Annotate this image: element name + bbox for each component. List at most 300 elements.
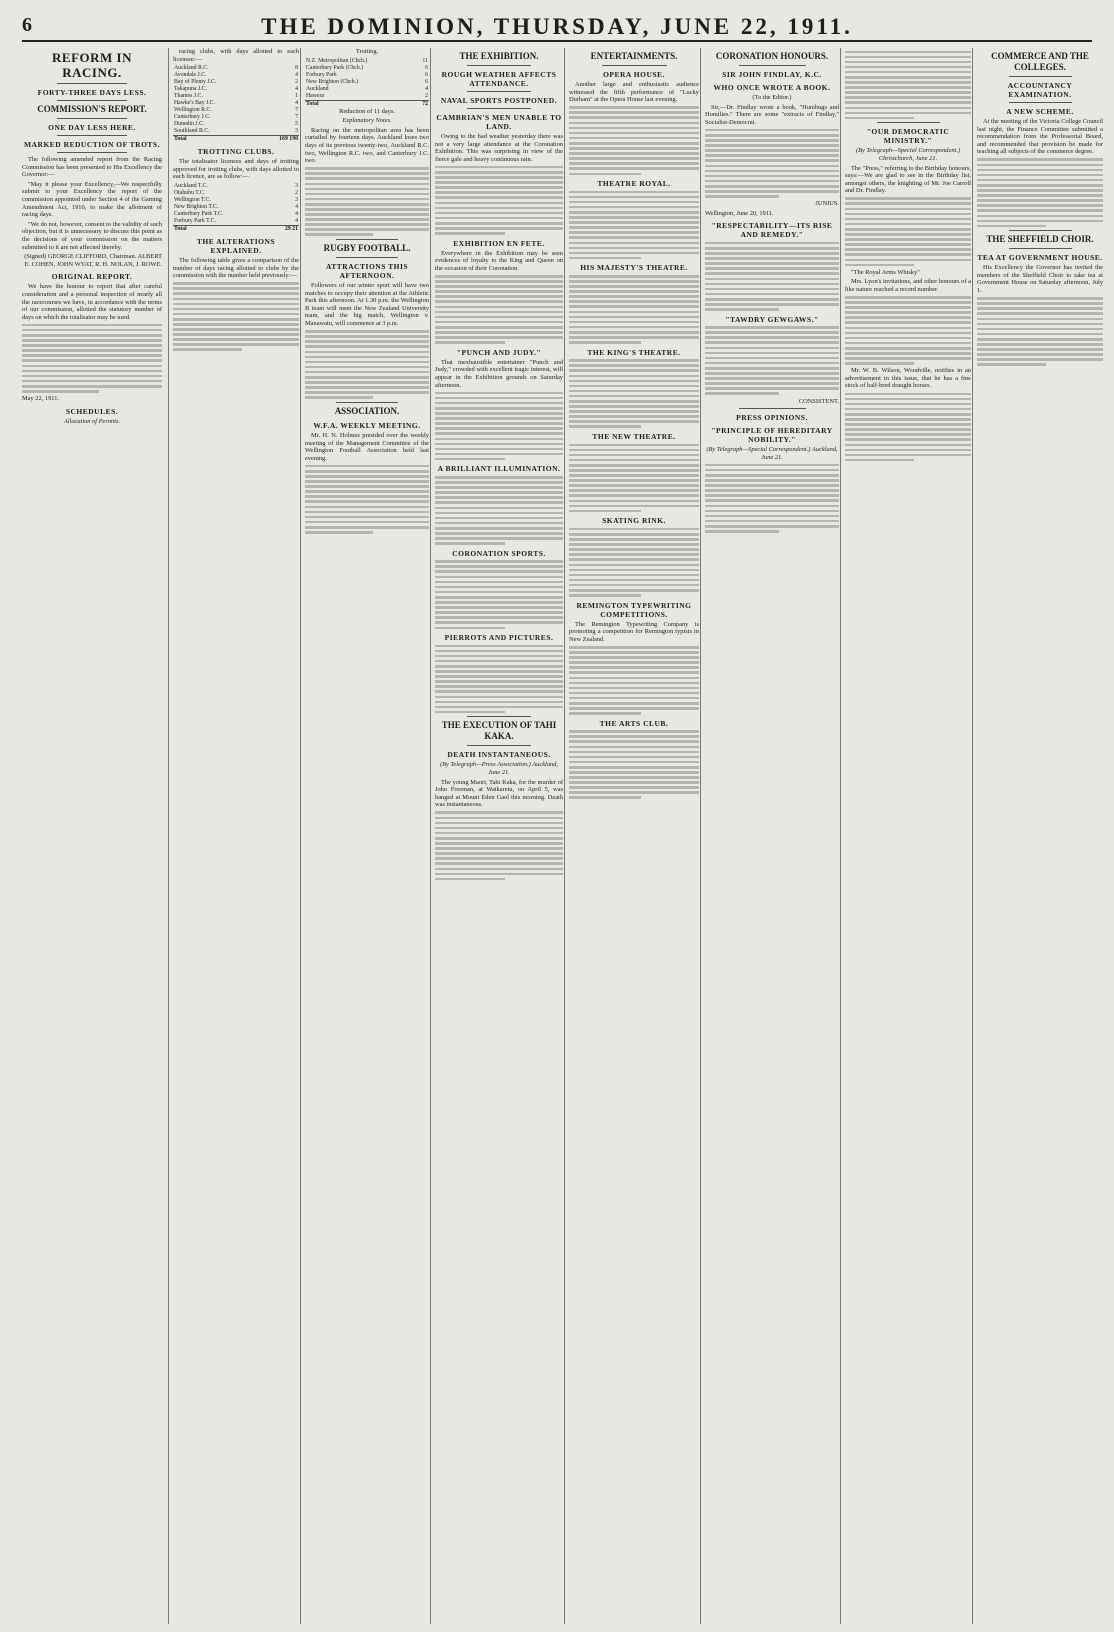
text-line <box>845 101 971 104</box>
text-line <box>977 297 1103 300</box>
text-line <box>305 516 429 519</box>
text-line <box>569 231 699 234</box>
text-line <box>569 646 699 649</box>
text-line <box>845 233 971 236</box>
text-line <box>977 179 1103 182</box>
text-line <box>305 208 429 211</box>
text-line <box>845 459 914 462</box>
paragraph: Another large and enthusiastic audience witnessed the fifth performance of "Lucky Durham" at the Opera House last evening. <box>569 81 699 104</box>
text-line <box>435 207 563 210</box>
subhead-explanatory: Explanatory Notes. <box>342 117 392 125</box>
text-line <box>845 56 971 59</box>
text-line <box>845 403 971 406</box>
text-line <box>977 318 1103 321</box>
club-name: Forbury Park <box>306 71 337 78</box>
text-line <box>845 197 971 200</box>
subhead-theatre-royal: THEATRE ROYAL. <box>597 179 671 189</box>
table-row <box>305 72 429 79</box>
headline-commerce-colleges: COMMERCE AND THE COLLEGES. <box>991 51 1089 72</box>
text-line <box>845 91 971 94</box>
text-line <box>977 169 1103 172</box>
column-filler <box>435 560 563 629</box>
text-line <box>173 323 299 326</box>
text-line <box>305 511 429 514</box>
text-line <box>705 392 779 395</box>
paragraph: Mrs. Lyon's invitations, and other honours of a like nature reached a record number. <box>845 278 971 293</box>
headline-rugby-football: RUGBY FOOTBALL. <box>323 243 411 254</box>
text-line <box>705 134 839 137</box>
text-line <box>569 295 699 298</box>
deck-attractions: ATTRACTIONS THIS AFTERNOON. <box>325 262 409 281</box>
table-row <box>173 107 299 114</box>
subhead-arts-club: THE ARTS CLUB. <box>599 718 669 728</box>
paragraph: The Remington Typewriting Company is promoting a competition for Remington typists in New Zealand. <box>569 620 699 643</box>
paragraph: Everywhere in the Exhibition may be seen evidences of loyalty to the King and Queen on the occasion of their Coronation. <box>435 249 563 272</box>
text-line <box>977 174 1103 177</box>
text-line <box>305 361 429 364</box>
text-line <box>569 500 699 503</box>
text-line <box>569 311 699 314</box>
column-trotting-rugby <box>300 48 429 1624</box>
text-line <box>569 584 699 587</box>
text-line <box>569 730 699 733</box>
text-line <box>977 358 1103 361</box>
text-line <box>569 385 699 388</box>
text-line <box>435 873 563 876</box>
text-line <box>845 433 971 436</box>
column-filler <box>435 645 563 714</box>
text-line <box>705 190 839 193</box>
text-line <box>22 324 162 327</box>
page-number: 6 <box>22 14 32 36</box>
text-line <box>305 167 429 170</box>
text-line <box>22 385 162 388</box>
text-line <box>705 293 839 296</box>
text-line <box>977 194 1103 197</box>
subhead-illumination: A BRILLIANT ILLUMINATION. <box>437 464 561 474</box>
text-line <box>435 852 563 855</box>
club-days: 11 <box>422 57 428 64</box>
text-line <box>435 491 563 494</box>
text-line <box>705 288 839 291</box>
club-days: 4 <box>295 210 298 217</box>
text-line <box>705 326 839 329</box>
text-line <box>569 247 699 250</box>
column-filler <box>977 158 1103 227</box>
paragraph: Sir,—Dr. Findlay wrote a book, "Humbugs and Homilies." There are some "extracts of Findlay," Socialist-Democrat. <box>705 103 839 126</box>
club-name: Dunedin J.C. <box>174 121 205 128</box>
text-line <box>569 326 699 329</box>
text-line <box>705 283 839 286</box>
text-line <box>569 116 699 119</box>
column-filler <box>977 297 1103 366</box>
deck-new-scheme: A NEW SCHEME. <box>1006 107 1074 116</box>
table-row <box>173 114 299 121</box>
text-line <box>569 206 699 209</box>
text-line <box>977 204 1103 207</box>
text-line <box>435 832 563 835</box>
text-line <box>305 371 429 374</box>
subhead-remington: REMINGTON TYPEWRITING COMPETITIONS. <box>576 600 692 619</box>
text-line <box>305 223 429 226</box>
column-filler <box>435 275 563 344</box>
column-filler <box>569 106 699 175</box>
text-line <box>845 393 971 396</box>
text-line <box>705 499 839 502</box>
text-line <box>569 707 699 710</box>
text-line <box>305 381 429 384</box>
text-line <box>305 495 429 498</box>
column-filler <box>845 197 971 266</box>
paragraph: "May it please your Excellency,—We respectfully submit to your Excellency the report of the commission appointed under Section 4 of the Gaming Amendment Act, 1910, to make the allotment of racing days. <box>22 180 162 219</box>
text-line <box>305 203 429 206</box>
text-line <box>435 407 563 410</box>
text-line <box>569 167 699 170</box>
text-line <box>435 176 563 179</box>
text-line <box>569 405 699 408</box>
text-line <box>22 380 162 383</box>
text-line <box>435 842 563 845</box>
text-line <box>977 199 1103 202</box>
trotting-days-table <box>305 58 429 100</box>
text-line <box>845 327 971 330</box>
text-line <box>845 81 971 84</box>
text-line <box>845 51 971 54</box>
club-days: 4 <box>425 85 428 92</box>
text-line <box>569 106 699 109</box>
table-row <box>305 65 429 72</box>
text-line <box>569 300 699 303</box>
subhead-skating-rink: SKATING RINK. <box>602 516 666 526</box>
text-line <box>435 650 563 653</box>
club-name: Wellington T.C. <box>174 196 211 203</box>
text-line <box>435 166 563 169</box>
text-line <box>435 186 563 189</box>
text-line <box>569 162 699 165</box>
text-line <box>435 601 563 604</box>
text-line <box>569 651 699 654</box>
text-line <box>22 354 162 357</box>
text-line <box>305 340 429 343</box>
text-line <box>569 510 641 513</box>
text-line <box>845 228 971 231</box>
text-line <box>569 305 699 308</box>
club-name: Otahuhu T.C. <box>174 189 206 196</box>
deck-cambrian: CAMBRIAN'S MEN UNABLE TO LAND. <box>436 113 562 131</box>
text-line <box>435 847 563 850</box>
text-line <box>569 579 699 582</box>
newspaper-title: THE DOMINION, THURSDAY, JUNE 22, 1911. <box>261 14 853 39</box>
headline-execution: THE EXECUTION OF TAHI KAKA. <box>441 720 557 742</box>
text-line <box>435 817 563 820</box>
text-line <box>705 154 839 157</box>
text-line <box>435 576 563 579</box>
paragraph: That inexhaustible entertainer "Punch and Judy," crowded with excellent tragic interest, will appear in the Exhibition grounds on Saturday afternoon. <box>435 358 563 389</box>
column-filler <box>22 324 162 393</box>
text-line <box>569 558 699 561</box>
text-line <box>435 290 563 293</box>
text-line <box>569 290 699 293</box>
text-line <box>435 311 563 314</box>
text-line <box>305 172 429 175</box>
text-line <box>435 300 563 303</box>
text-line <box>705 308 779 311</box>
text-line <box>435 878 505 881</box>
text-line <box>435 331 563 334</box>
text-line <box>845 76 971 79</box>
text-line <box>305 218 429 221</box>
text-line <box>845 337 971 340</box>
text-line <box>845 243 971 246</box>
text-line <box>435 581 563 584</box>
total-label: Total <box>173 136 278 144</box>
text-line <box>845 408 971 411</box>
text-line <box>305 521 429 524</box>
headline-coronation-honours: CORONATION HONOURS. <box>715 51 829 61</box>
text-line <box>435 685 563 688</box>
text-line <box>705 372 839 375</box>
paragraph: The totalisator licences and days of trotting approved for trotting clubs, with days allotted to each licence, are as follow:— <box>173 158 299 181</box>
text-line <box>305 233 373 236</box>
text-line <box>22 375 162 378</box>
club-days: 3 <box>295 196 298 203</box>
trotting-clubs-table <box>173 183 299 225</box>
column-filler <box>569 191 699 260</box>
text-line <box>569 796 641 799</box>
text-line <box>845 259 971 262</box>
text-line <box>435 611 563 614</box>
text-line <box>569 735 699 738</box>
text-line <box>173 343 299 346</box>
text-line <box>569 390 699 393</box>
text-line <box>435 690 563 693</box>
club-days: 4 <box>295 86 298 93</box>
text-line <box>435 868 563 871</box>
deck-reduction-of-trots: MARKED REDUCTION OF TROTS. <box>24 140 160 149</box>
text-line <box>977 158 1103 161</box>
text-line <box>435 606 563 609</box>
text-line <box>305 526 429 529</box>
text-line <box>977 312 1103 315</box>
text-line <box>435 171 563 174</box>
text-line <box>705 195 779 198</box>
text-line <box>435 522 563 525</box>
text-line <box>569 682 699 685</box>
club-name: Hawera <box>306 92 325 99</box>
text-line <box>435 486 563 489</box>
text-line <box>305 465 429 468</box>
club-days: 5 <box>295 121 298 128</box>
reduction-note: Reduction of 11 days. <box>339 107 395 115</box>
club-days: 8 <box>295 65 298 72</box>
club-name: Auckland T.C. <box>174 182 208 189</box>
text-line <box>977 348 1103 351</box>
column-filler <box>435 392 563 461</box>
subhead-press-opinions: PRESS OPINIONS. <box>736 413 808 423</box>
table-row <box>305 58 429 65</box>
paragraph: Racing on the metropolitan area has been curtailed by fourteen days. Auckland loses two days of its previous twenty-two, Auckland R.C. two, Wellington R.C. two, and Canterbury J.C. two. <box>305 126 429 165</box>
text-line <box>569 216 699 219</box>
text-line <box>705 515 839 518</box>
advert-royal-arms: "The Royal Arms Whisky" <box>851 268 920 276</box>
text-line <box>435 616 563 619</box>
dateline: May 22, 1911. <box>22 395 60 403</box>
text-line <box>705 505 839 508</box>
club-name: Wellington R.C. <box>174 107 212 114</box>
text-line <box>569 771 699 774</box>
text-line <box>435 627 505 630</box>
table-row <box>173 121 299 128</box>
club-days: 4 <box>295 100 298 107</box>
text-line <box>22 370 162 373</box>
text-line <box>22 334 162 337</box>
text-line <box>569 252 699 255</box>
text-line <box>569 528 699 531</box>
deck-government-house: TEA AT GOVERNMENT HOUSE. <box>977 253 1103 263</box>
club-name: Southland R.C. <box>174 128 210 135</box>
text-line <box>705 387 839 390</box>
text-line <box>845 316 971 319</box>
headline-association: ASSOCIATION. <box>334 405 400 416</box>
text-line <box>569 191 699 194</box>
text-line <box>569 677 699 680</box>
text-line <box>435 586 563 589</box>
text-line <box>977 353 1103 356</box>
headline-sheffield-choir: THE SHEFFIELD CHOIR. <box>986 234 1094 245</box>
text-line <box>705 170 839 173</box>
text-line <box>305 188 429 191</box>
column-exhibition <box>430 48 563 1624</box>
deck-death: DEATH INSTANTANEOUS. <box>447 750 551 760</box>
text-line <box>435 645 563 648</box>
club-name: N.Z. Metropolitan (Chch.) <box>306 57 368 64</box>
text-line <box>435 501 563 504</box>
text-line <box>705 479 839 482</box>
text-line <box>435 402 563 405</box>
text-line <box>305 330 429 333</box>
text-line <box>435 701 563 704</box>
text-line <box>977 307 1103 310</box>
text-line <box>569 410 699 413</box>
text-line <box>845 264 914 267</box>
text-line <box>845 223 971 226</box>
total-label: Total <box>305 100 415 108</box>
text-line <box>569 553 699 556</box>
text-line <box>845 362 914 365</box>
text-line <box>569 666 699 669</box>
text-line <box>569 280 699 283</box>
subhead-punch-judy: "PUNCH AND JUDY." <box>456 347 542 357</box>
text-line <box>569 479 699 482</box>
text-line <box>705 257 839 260</box>
text-line <box>977 189 1103 192</box>
text-line <box>569 459 699 462</box>
text-line <box>705 510 839 513</box>
text-line <box>569 420 699 423</box>
text-line <box>845 398 971 401</box>
text-line <box>569 157 699 160</box>
subhead-original-report: ORIGINAL REPORT. <box>51 272 133 282</box>
text-line <box>435 443 563 446</box>
text-line <box>705 247 839 250</box>
text-line <box>569 111 699 114</box>
text-line <box>305 500 429 503</box>
club-name: Bay of Plenty J.C. <box>174 79 217 86</box>
dateline: Wellington, June 20, 1911. <box>705 209 774 217</box>
text-line <box>705 347 839 350</box>
text-line <box>569 400 699 403</box>
text-line <box>845 86 971 89</box>
text-line <box>845 357 971 360</box>
byline: (By Telegraph—Special Correspondent.) Christchurch, June 21. <box>855 147 961 162</box>
text-line <box>569 786 699 789</box>
text-line <box>845 454 971 457</box>
text-line <box>173 318 299 321</box>
text-line <box>435 517 563 520</box>
club-name: Auckland <box>306 85 329 92</box>
text-line <box>569 226 699 229</box>
signoff: CONSISTENT. <box>798 397 839 405</box>
text-line <box>569 474 699 477</box>
text-line <box>569 236 699 239</box>
text-line <box>569 781 699 784</box>
text-line <box>705 520 839 523</box>
text-line <box>569 569 699 572</box>
club-name: Avondale J.C. <box>174 72 207 79</box>
text-line <box>845 61 971 64</box>
text-line <box>705 267 839 270</box>
text-line <box>435 527 563 530</box>
text-line <box>435 217 563 220</box>
text-line <box>705 129 839 132</box>
text-line <box>977 164 1103 167</box>
text-line <box>845 107 971 110</box>
text-line <box>305 356 429 359</box>
text-line <box>569 702 699 705</box>
text-line <box>569 494 699 497</box>
racing-clubs-table <box>173 65 299 135</box>
deck-accountancy: ACCOUNTANCY EXAMINATION. <box>1007 81 1073 99</box>
paragraph: Mr. W. B. Wilson, Woodville, notifies in an advertisement in this issue, that he has a fine stock of half-bred draught horses. <box>845 367 971 390</box>
text-line <box>305 480 429 483</box>
text-line <box>705 165 839 168</box>
column-filler <box>569 646 699 715</box>
text-line <box>173 292 299 295</box>
text-line <box>845 213 971 216</box>
text-line <box>705 175 839 178</box>
club-days: 2 <box>295 79 298 86</box>
text-line <box>435 392 563 395</box>
table-row <box>305 93 429 100</box>
text-line <box>569 740 699 743</box>
text-line <box>569 692 699 695</box>
text-line <box>435 706 563 709</box>
text-line <box>569 776 699 779</box>
text-line <box>173 282 299 285</box>
subhead-hereditary-nobility: "PRINCIPLE OF HEREDITARY NOBILITY." <box>711 426 833 445</box>
text-line <box>435 196 563 199</box>
subhead-democratic-ministry: "OUR DEMOCRATIC MINISTRY." <box>866 127 950 146</box>
text-line <box>173 313 299 316</box>
paragraph: The "Press," referring to the Birthday honours, says:—We are glad to see in the Birthday list, amongst others, the knighting of Mr. Joe Carroll and Dr. Findlay. <box>845 164 971 195</box>
text-line <box>435 512 563 515</box>
text-line <box>435 306 563 309</box>
text-line <box>845 413 971 416</box>
text-line <box>569 316 699 319</box>
text-line <box>845 202 971 205</box>
text-line <box>435 665 563 668</box>
text-line <box>845 238 971 241</box>
